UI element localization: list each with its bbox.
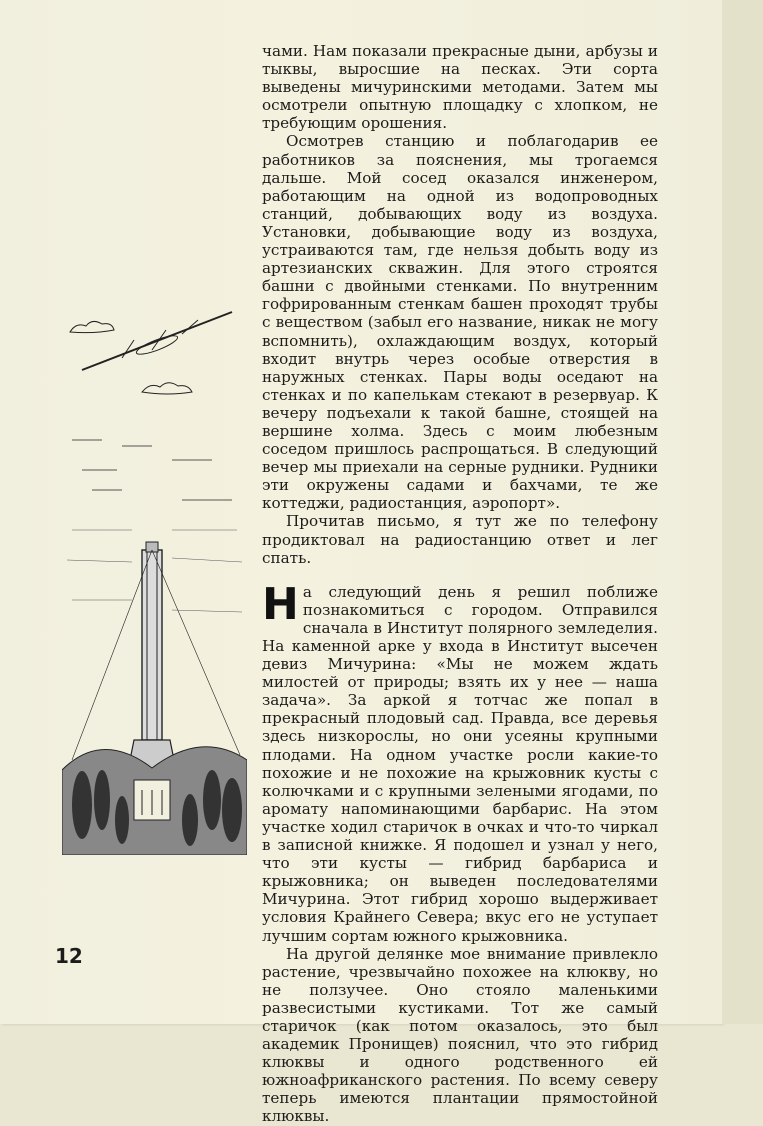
- paragraph-text: а следующий день я решил поближе познакомиться с городом. Отправился сначала в Институт полярного земледелия. На каменной арке у входа в Институт высечен девиз Мичурина: «Мы не можем ждать милостей от природы; взять их у нее — наша задача». За аркой я тотчас же попал в прекрасный плодовый сад. Правда, все деревья здесь низкорослы, но они усеяны крупными плодами. На одном участке росли какие-то похожие и не похожие на крыжовник кусты с колючками и с крупными зелеными ягодами, по аромату напоминающими барбарис. На этом участке ходил старичок в очках и что-то чиркал в записной книжке. Я подошел и узнал у него, что эти кусты — гибрид барбариса и крыжовника; он выведен последователями Мичурина. Этот гибрид хорошо выдерживает условия Крайнего Севера; вкус его не уступает лучшим сортам южного крыжовника.: [262, 582, 658, 945]
- text-column: [262, 42, 658, 1126]
- tower-illustration: [62, 300, 247, 855]
- paragraph: На другой делянке мое внимание привлекло растение, чрезвычайно похожее на клюкву, но не ползучее. Оно стояло маленькими развесистыми кустиками. Тот же самый старичок (как потом оказалось, это был академик Пронищев) пояснил, что это гибрид клюквы и одного родственного ей южноафриканского растения. По всему северу теперь имеются плантации прямостойной клюквы.: [262, 944, 658, 1126]
- paragraph: Осмотрев станцию и поблагодарив ее работников за пояснения, мы трогаемся дальше. Мой сосед оказался инженером, работающим на одной из водопроводных станций, добывающих воду из воздуха. Установки, добывающие воду из воздуха, устраиваются там, где нельзя добыть воду из артезианских скважин. Для этого строятся башни с двойными стенками. По внутренним гофрированным стенкам башен проходят трубы с веществом (забыл его название, никак не могу вспомнить), охлаждающим воздух, который входит внутрь через особые отверстия в наружных стенках. Пары воды оседают на стенках и по капелькам стекают в резервуар. К вечеру подъехали к такой башне, стоящей на вершине холма. Здесь с моим любезным соседом пришлось распрощаться. В следующий вечер мы приехали на серные рудники. Рудники эти окружены садами и бахчами, те же коттеджи, радиостанция, аэропорт».: [262, 132, 658, 513]
- paragraph: Прочитав письмо, я тут же по телефону продиктовал на радиостанцию ответ и лег спать.: [262, 512, 658, 567]
- paragraph: чами. Нам показали прекрасные дыни, арбузы и тыквы, выросшие на песках. Эти сорта выведены мичуринскими методами. Затем мы осмотрели опытную площадку с хлопком, не требующим орошения.: [262, 42, 658, 133]
- adjacent-page-edge: [722, 0, 763, 1024]
- drop-cap: Н: [262, 578, 299, 630]
- section-paragraph: [262, 578, 658, 945]
- page-number: 12: [55, 944, 83, 968]
